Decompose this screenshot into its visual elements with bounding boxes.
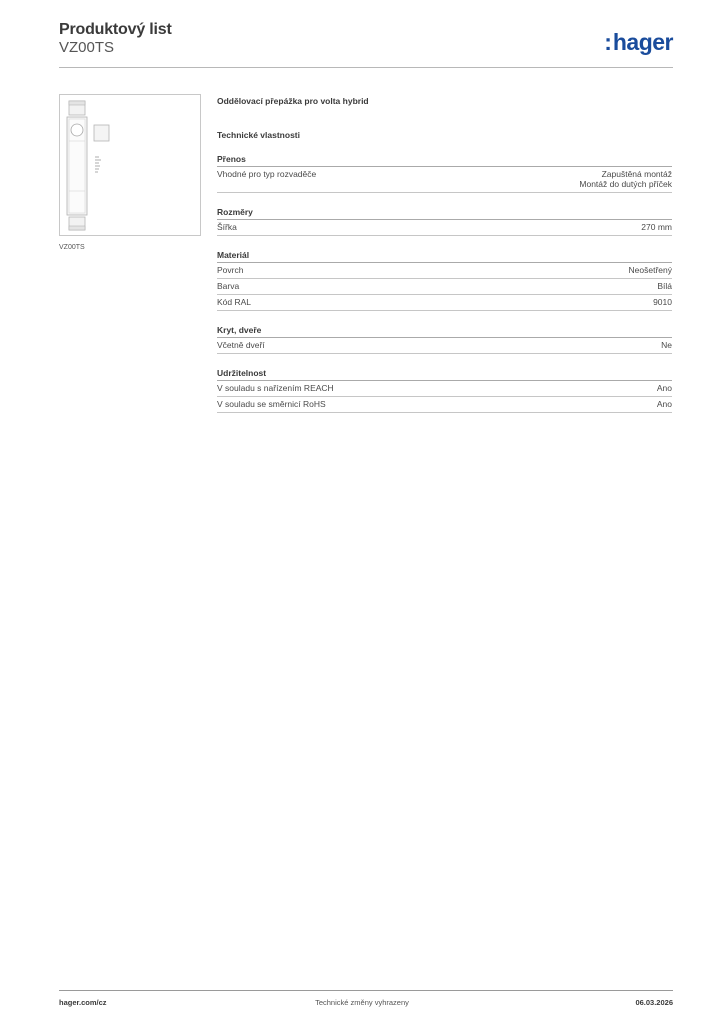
page-title: Produktový list	[59, 21, 172, 38]
spec-value-line-1: Zapuštěná montáž	[601, 169, 672, 179]
spec-label: V souladu s nařízením REACH	[217, 383, 334, 393]
spec-value: 9010	[653, 297, 672, 307]
spec-group-material	[217, 250, 672, 311]
spec-label: Včetně dveří	[217, 340, 265, 350]
spec-value: Ano	[656, 399, 672, 409]
spec-label: Šířka	[217, 222, 237, 232]
spec-value	[579, 169, 672, 189]
spec-group-udrzitelnost	[217, 368, 672, 413]
spec-row	[217, 220, 672, 236]
spec-row	[217, 397, 672, 413]
spec-label: Vhodné pro typ rozvaděče	[217, 169, 317, 179]
footer-website-link[interactable]: hager.com/cz	[59, 998, 107, 1007]
product-name: Oddělovací přepážka pro volta hybrid	[217, 96, 369, 106]
spec-value: 270 mm	[641, 222, 672, 232]
group-title: Materiál	[217, 250, 672, 263]
spec-label: V souladu se směrnicí RoHS	[217, 399, 326, 409]
spec-label: Kód RAL	[217, 297, 252, 307]
header-divider	[59, 67, 673, 68]
spec-label: Povrch	[217, 265, 244, 275]
spec-row	[217, 381, 672, 397]
footer-date: 06.03.2026	[635, 998, 673, 1007]
product-code: VZ00TS	[59, 39, 115, 56]
group-title: Rozměry	[217, 207, 672, 220]
spec-content	[217, 96, 672, 427]
spec-group-kryt	[217, 325, 672, 354]
spec-group-prenos	[217, 154, 672, 193]
spec-row	[217, 279, 672, 295]
spec-value: Ne	[661, 340, 672, 350]
group-title: Udržitelnost	[217, 368, 672, 381]
product-image	[59, 94, 201, 236]
spec-row	[217, 338, 672, 354]
hager-logo: :hager	[604, 29, 673, 55]
footer-divider	[59, 990, 673, 991]
section-heading: Technické vlastnosti	[217, 130, 300, 140]
spec-value-line-2: Montáž do dutých příček	[579, 179, 672, 189]
group-title: Kryt, dveře	[217, 325, 672, 338]
spec-value: Bílá	[657, 281, 672, 291]
group-title: Přenos	[217, 154, 672, 167]
spec-group-rozmery	[217, 207, 672, 236]
footer-note: Technické změny vyhrazeny	[315, 998, 409, 1007]
spec-row	[217, 167, 672, 193]
product-illustration	[60, 95, 200, 235]
spec-label: Barva	[217, 281, 240, 291]
spec-value: Neošetřený	[628, 265, 672, 275]
spec-row	[217, 263, 672, 279]
spec-value: Ano	[656, 383, 672, 393]
image-caption: VZ00TS	[59, 244, 85, 251]
spec-row	[217, 295, 672, 311]
